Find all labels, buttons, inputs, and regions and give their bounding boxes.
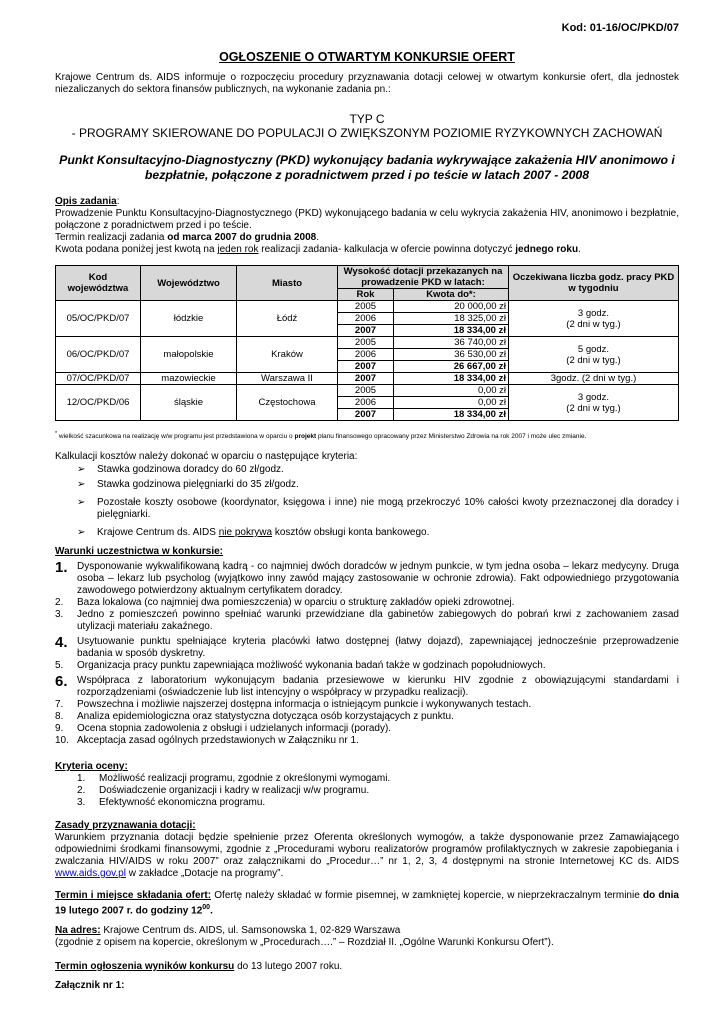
cell-year: 2005	[338, 385, 394, 397]
table-row	[56, 373, 679, 385]
cell-amount: 36 530,00 zł	[394, 349, 509, 361]
cell-voivodeship: małopolskie	[141, 337, 237, 373]
cell-amount: 20 000,00 zł	[394, 301, 509, 313]
cell-year: 2007	[338, 325, 394, 337]
cell-amount: 26 667,00 zł	[394, 361, 509, 373]
funding-table	[55, 265, 679, 421]
col-header-funding: Wysokość dotacji przekazanych na prowadzenie PKD w latach:	[338, 266, 509, 289]
cell-voivodeship: śląskie	[141, 385, 237, 421]
table-row	[56, 385, 679, 397]
cell-hours: 3 godz. (2 dni w tyg.)	[509, 301, 679, 337]
participation-heading: Warunki uczestnictwa w konkursie:	[55, 546, 224, 557]
program-type	[55, 112, 679, 140]
list-item: 5. Organizacja pracy punktu zapewniająca możliwość wykonania badań także w godzinach popołudniowych.	[55, 660, 546, 671]
list-item: 1. Możliwość realizacji programu, zgodnie z określonymi wymogami.	[77, 773, 391, 784]
cell-code: 12/OC/PKD/06	[56, 385, 141, 421]
task-description-heading: Opis zadania	[55, 196, 117, 207]
cell-voivodeship: mazowieckie	[141, 373, 237, 385]
results-date: Termin ogłoszenia wyników konkursu do 13 lutego 2007 roku.	[55, 961, 343, 972]
list-item: 4. Usytuowanie punktu spełniające kryteria placówki łatwo dostępnej (łatwy dojazd), zapewniającej jednocześnie przeprowadzenie badania w sposób dyskretny.	[55, 634, 679, 659]
cell-year: 2006	[338, 313, 394, 325]
cell-code: 06/OC/PKD/07	[56, 337, 141, 373]
criteria-heading: Kryteria oceny:	[55, 761, 128, 772]
list-item: 2. Baza lokalowa (co najmniej dwa pomieszczenia) w oparciu o strukturę zakładów opieki zdrowotnej.	[55, 597, 515, 608]
attachment-heading: Załącznik nr 1:	[55, 980, 125, 991]
cell-amount: 36 740,00 zł	[394, 337, 509, 349]
cell-amount: 18 334,00 zł	[394, 409, 509, 421]
address-heading: Na adres:	[55, 925, 101, 936]
col-header-amount: Kwota do*:	[394, 289, 509, 301]
list-item: 3. Jedno z pomieszczeń powinno spełniać warunki przewidziane dla gabinetów zabiegowych do pobrań krwi z zachowaniem zasad utylizacji materiału zakaźnego.	[55, 609, 679, 632]
cell-hours: 3godz. (2 dni w tyg.)	[509, 373, 679, 385]
col-header-voivodeship: Województwo	[141, 266, 237, 301]
cell-amount: 0,00 zł	[394, 397, 509, 409]
arrow-bullet-icon: ➢	[77, 479, 86, 490]
submission-deadline: Termin i miejsce składania ofert: Ofertę należy składać w formie pisemnej, w zamkniętej kopercie, w nieprzekraczalnym terminie do dnia 19 lutego 2007 r. do godziny $12^{00}$.	[55, 890, 679, 917]
col-header-city: Miasto	[237, 266, 338, 301]
table-row	[56, 301, 679, 313]
cost-calculation-intro: Kalkulacji kosztów należy dokonać w oparciu o następujące kryteria:	[55, 451, 358, 462]
cell-city: Łódź	[237, 301, 338, 337]
cell-city: Częstochowa	[237, 385, 338, 421]
document-code: Kod: 01-16/OC/PKD/07	[561, 22, 679, 34]
grant-rules	[55, 820, 679, 880]
cell-voivodeship: łódzkie	[141, 301, 237, 337]
list-item: 1. Dysponowanie wykwalifikowaną kadrą - co najmniej dwóch doradców w jednym punkcie, w tym jedna osoba – lekarz medycyny. Druga osoba – lekarz lub psycholog (wyjątkowo inny zawód mający zastosowanie w ochronie zdrowia). Fakt odpowiedniego przygotowania zawodowego potwierdzony aktualnym certyfikatem doradcy.	[55, 559, 679, 596]
cell-year: 2007	[338, 373, 394, 385]
list-item: 2. Doświadczenie organizacji i kadry w realizacji w/w programu.	[77, 785, 370, 796]
submission-address: Na adres: Krajowe Centrum ds. AIDS, ul. Samsonowska 1, 02-829 Warszawa (zgodnie z opisem na kopercie, określonym w „Procedurach….” – Rozdział II. „Ogólne Warunki Konkursu Ofert”).	[55, 925, 554, 948]
table-footnote: * wielkość szacunkowa na realizację w/w programu jest przedstawiona w oparciu o projekt planu finansowego opracowany przez Ministerstwo Zdrowia na rok 2007 i może ulec zmianie.	[55, 431, 587, 441]
document-title: OGŁOSZENIE O OTWARTYM KONKURSIE OFERT	[219, 50, 515, 64]
participation-conditions	[55, 546, 679, 747]
table-row	[56, 337, 679, 349]
cell-city: Warszawa II	[237, 373, 338, 385]
list-item: ➢ Stawka godzinowa doradcy do 60 zł/godz.	[77, 464, 284, 475]
program-type-label: TYP C	[349, 112, 385, 126]
cost-calculation	[55, 451, 679, 544]
list-item: 8. Analiza epidemiologiczna oraz statystyczna dotycząca osób korzystających z punktu.	[55, 711, 454, 722]
cell-amount: 18 334,00 zł	[394, 373, 509, 385]
program-type-description: - PROGRAMY SKIEROWANE DO POPULACJI O ZWIĘKSZONYM POZIOMIE RYZYKOWNYCH ZACHOWAŃ	[71, 126, 663, 140]
cell-year: 2007	[338, 409, 394, 421]
list-item: 7. Powszechna i możliwie najszerzej dostępna informacja o istniejącym punkcie i wykonywanych testach.	[55, 699, 532, 710]
col-header-code: Kod województwa	[56, 266, 141, 301]
cell-year: 2006	[338, 349, 394, 361]
submission-heading: Termin i miejsce składania ofert:	[55, 890, 212, 901]
cell-year: 2006	[338, 397, 394, 409]
task-description-text: Prowadzenie Punktu Konsultacyjno-Diagnostycznego (PKD) wykonującego badania w celu wykrycia zakażenia HIV, anonimowo i bezpłatnie, połączone z poradnictwem przed i po teście.	[55, 208, 679, 231]
cell-city: Kraków	[237, 337, 338, 373]
arrow-bullet-icon: ➢	[77, 527, 86, 538]
task-deadline: Termin realizacji zadania od marca 2007 do grudnia 2008.	[55, 232, 320, 243]
arrow-bullet-icon: ➢	[77, 464, 86, 475]
cell-hours: 3 godz. (2 dni w tyg.)	[509, 385, 679, 421]
cell-year: 2005	[338, 301, 394, 313]
col-header-year: Rok	[338, 289, 394, 301]
cell-code: 07/OC/PKD/07	[56, 373, 141, 385]
list-item: ➢ Krajowe Centrum ds. AIDS nie pokrywa kosztów obsługi konta bankowego.	[77, 527, 430, 538]
grant-rules-heading: Zasady przyznawania dotacji:	[55, 820, 196, 831]
list-item: 3. Efektywność ekonomiczna programu.	[77, 797, 266, 808]
grant-rules-text: Warunkiem przyznania dotacji będzie spełnienie przez Oferenta określonych wymogów, a także dysponowanie przez Zamawiającego odpowiednimi środkami finansowymi, zgodnie z „Procedurami wyboru realizatorów programów profilaktycznych w zakresie zapobiegania i zwalczania HIV/AIDS w roku 2007” oraz załącznikami do „Procedur…” nr 1, 2, 3, 4 dostępnymi na stronie Internetowej KC ds. AIDS www.aids.gov.pl w zakładce „Dotacje na programy”.	[55, 832, 679, 879]
col-header-hours: Oczekiwana liczba godz. pracy PKD w tygodniu	[509, 266, 679, 301]
evaluation-criteria	[55, 761, 679, 809]
cell-code: 05/OC/PKD/07	[56, 301, 141, 337]
list-item: 9. Ocena stopnia zadowolenia z obsługi i udzielanych informacji (porady).	[55, 723, 392, 734]
intro-paragraph: Krajowe Centrum ds. AIDS informuje o rozpoczęciu procedury przyznawania dotacji celowej w otwartym konkursie ofert, dla jednostek niezaliczanych do sektora finansów publicznych, na wykonanie zadania pn.:	[55, 72, 679, 95]
cell-amount: 0,00 zł	[394, 385, 509, 397]
cell-year: 2007	[338, 361, 394, 373]
aids-website-link[interactable]: www.aids.gov.pl	[55, 868, 126, 879]
list-item: 6. Współpraca z laboratorium wykonującym badania przesiewowe w kierunku HIV zgodnie z obowiązującymi standardami i rozporządzeniami (oświadczenie lub list intencyjny o współpracy w przypadku realizacji).	[55, 673, 679, 698]
cell-year: 2005	[338, 337, 394, 349]
cell-amount: 18 334,00 zł	[394, 325, 509, 337]
arrow-bullet-icon: ➢	[77, 497, 86, 508]
cell-amount: 18 325,00 zł	[394, 313, 509, 325]
task-subtitle: Punkt Konsultacyjno-Diagnostyczny (PKD) wykonujący badania wykrywające zakażenia HIV anonimowo i bezpłatnie, połączone z poradnictwem przed i po teście w latach 2007 - 2008	[59, 153, 675, 182]
task-amount-note: Kwota podana poniżej jest kwotą na jeden rok realizacji zadania- kalkulacja w ofercie powinna dotyczyć jednego roku.	[55, 244, 581, 255]
list-item: ➢ Pozostałe koszty osobowe (koordynator, księgowa i inne) nie mogą przekroczyć 10% całości kwoty przeznaczonej dla doradcy i pielęgniarki.	[77, 497, 679, 520]
results-heading: Termin ogłoszenia wyników konkursu	[55, 961, 235, 972]
list-item: ➢ Stawka godzinowa pielęgniarki do 35 zł/godz.	[77, 479, 299, 490]
task-description: Opis zadania: Prowadzenie Punktu Konsultacyjno-Diagnostycznego (PKD) wykonującego badania w celu wykrycia zakażenia HIV, anonimowo i bezpłatnie, połączone z poradnictwem przed i po teście. Termin realizacji zadania od marca 2007 do grudnia 2008. Kwota podana poniżej jest kwotą na jeden rok realizacji zadania- kalkulacja w ofercie powinna dotyczyć jednego roku.	[55, 196, 679, 255]
cell-hours: 5 godz. (2 dni w tyg.)	[509, 337, 679, 373]
list-item: 10. Akceptacja zasad ogólnych przedstawionych w Załączniku nr 1.	[55, 735, 359, 746]
